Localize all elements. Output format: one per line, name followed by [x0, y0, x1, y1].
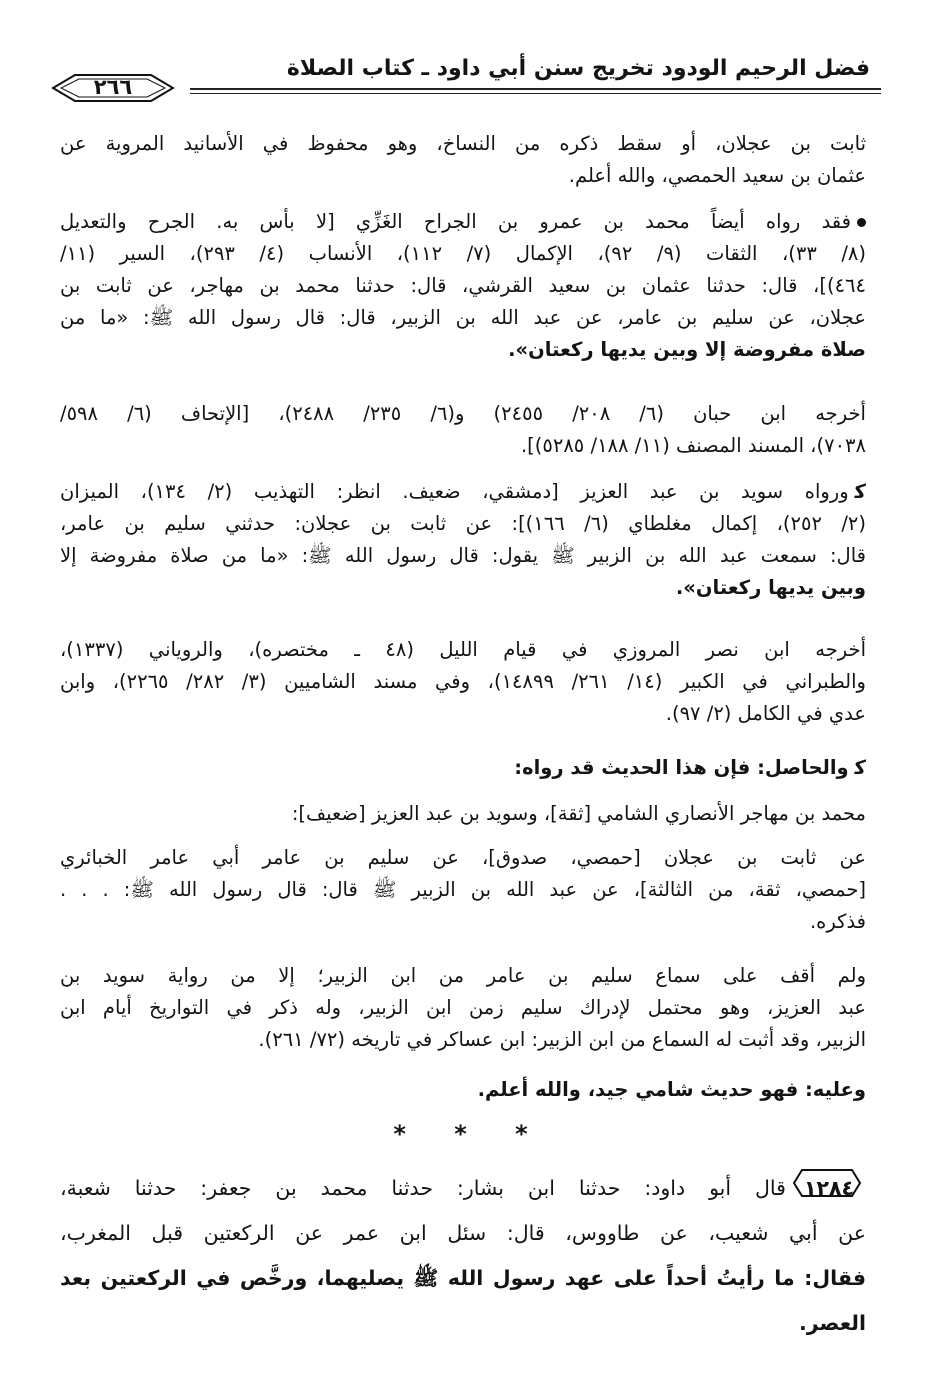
text-line: عبد العزيز، وهو محتمل لإدراك سليم زمن ابن الزبير، وله ذكر في التواريخ أيام ابن	[60, 996, 866, 1019]
text-line: ورواه سويد بن عبد العزيز [دمشقي، ضعيف. انظر: التهذيب (٢/ ١٣٤)، الميزان	[60, 480, 849, 503]
paragraph-7	[60, 798, 866, 830]
text-line: عدي في الكامل (٢/ ٩٧).	[665, 702, 866, 725]
text-line: ثابت بن عجلان، أو سقط ذكره من النساخ، وهو محفوظ في الأسانيد المروية عن	[60, 132, 866, 155]
text-line: فذكره.	[809, 910, 866, 933]
text-line: والحاصل: فإن هذا الحديث قد رواه:	[514, 756, 849, 779]
text-line: والطبراني في الكبير (١٤/ ٢٦١/ ١٤٨٩٩)، وفي مسند الشاميين (٣/ ٢٨٢/ ٢٢٦٥)، وابن	[60, 670, 866, 693]
text-line-with-bullet	[60, 206, 866, 238]
header-rule-bottom	[190, 93, 881, 94]
text-line: عن أبي شعيب، عن طاووس، قال: سئل ابن عمر عن الركعتين قبل المغرب،	[60, 1221, 866, 1245]
text-line-with-marker	[60, 752, 866, 784]
paragraph-8	[60, 842, 866, 938]
paragraph-2	[60, 206, 866, 366]
running-title: فضل الرحيم الودود تخريج سنن أبي داود ـ كتاب الصلاة	[286, 56, 870, 81]
text-line-bold: صلاة مفروضة إلا وبين يديها ركعتان».	[508, 338, 866, 361]
text-line: عجلان، عن سليم بن عامر، عن عبد الله بن الزبير، قال: قال رسول الله ﷺ: «ما من	[60, 306, 866, 329]
paragraph-9	[60, 960, 866, 1056]
paragraph-5	[60, 634, 866, 730]
text-line: محمد بن مهاجر الأنصاري الشامي [ثقة]، وسويد بن عبد العزيز [ضعيف]:	[291, 802, 866, 825]
text-line: أخرجه ابن حبان (٦/ ٢٠٨/ ٢٤٥٥) و(٦/ ٢٣٥/ ٢٤٨٨)، [الإتحاف (٦/ ٥٩٨/	[60, 402, 866, 425]
section-marker-icon: ﮐ	[854, 480, 866, 503]
page-number-frame	[33, 72, 193, 104]
text-line: قال أبو داود: حدثنا ابن بشار: حدثنا محمد بن جعفر: حدثنا شعبة،	[60, 1176, 786, 1200]
text-line: [حمصي، ثقة، من الثالثة]، عن عبد الله بن الزبير ﷺ قال: قال رسول الله ﷺ: . . .	[60, 878, 866, 901]
text-line: (٨/ ٣٣)، الثقات (٩/ ٩٢)، الإكمال (٧/ ١١٢)، الأنساب (٤/ ٢٩٣)، السير (١١/	[60, 242, 866, 265]
text-line: (٢/ ٢٥٢)، إكمال مغلطاي (٦/ ١٦٦)]: عن ثابت بن عجلان: حدثني سليم بن عامر،	[60, 512, 866, 535]
text-line: الزبير، وقد أثبت له السماع من ابن الزبير: ابن عساكر في تاريخه (٧٢/ ٢٦١).	[258, 1028, 866, 1051]
text-line-bold: العصر.	[798, 1311, 866, 1335]
text-line: قال: سمعت عبد الله بن الزبير ﷺ يقول: قال رسول الله ﷺ: «ما من صلاة مفروضة إلا	[60, 544, 866, 567]
paragraph-1	[60, 128, 866, 192]
text-line: أخرجه ابن نصر المروزي في قيام الليل (٤٨ ـ مختصره)، والروياني (١٣٣٧)،	[60, 638, 866, 661]
text-line: ولم أقف على سماع سليم بن عامر من ابن الزبير؛ إلا من رواية سويد بن	[60, 964, 866, 987]
text-line-bold: وبين يديها ركعتان».	[675, 576, 866, 599]
section-separator: * * *	[393, 1120, 548, 1148]
text-line: فقد رواه أيضاً محمد بن عمرو بن الجراح الغَزِّي [لا بأس به. الجرح والتعديل	[60, 210, 851, 233]
section-marker-icon: ﮐ	[854, 756, 866, 779]
text-line-with-number	[60, 1166, 866, 1211]
text-line: ٤٦٤)]، قال: حدثنا عثمان بن سعيد القرشي، قال: حدثنا محمد بن مهاجر، عن ثابت بن	[60, 274, 866, 297]
hadith-number-frame	[792, 1166, 866, 1211]
paragraph-10	[60, 1074, 866, 1106]
paragraph-6	[60, 752, 866, 784]
header-rule-top	[190, 88, 881, 90]
paragraph-3	[60, 398, 866, 462]
text-line-with-marker	[60, 476, 866, 508]
page-number: ٢٦٦	[93, 75, 133, 99]
hadith-block	[60, 1166, 866, 1346]
paragraph-4	[60, 476, 866, 604]
text-line: عثمان بن سعيد الحمصي، والله أعلم.	[568, 164, 866, 187]
text-line: عن ثابت بن عجلان [حمصي، صدوق]، عن سليم بن عامر أبي عامر الخبائري	[60, 846, 866, 869]
text-line: ٧٠٣٨)، المسند المصنف (١١/ ١٨٨/ ٥٢٨٥)].	[520, 434, 866, 457]
hadith-number: ١٢٨٤	[803, 1176, 854, 1200]
text-line-bold: فقال: ما رأيتُ أحداً على عهد رسول الله ﷺ يصليهما، ورخَّص في الركعتين بعد	[60, 1266, 866, 1290]
bullet-icon	[857, 218, 866, 227]
text-line-bold: وعليه: فهو حديث شامي جيد، والله أعلم.	[477, 1078, 866, 1101]
